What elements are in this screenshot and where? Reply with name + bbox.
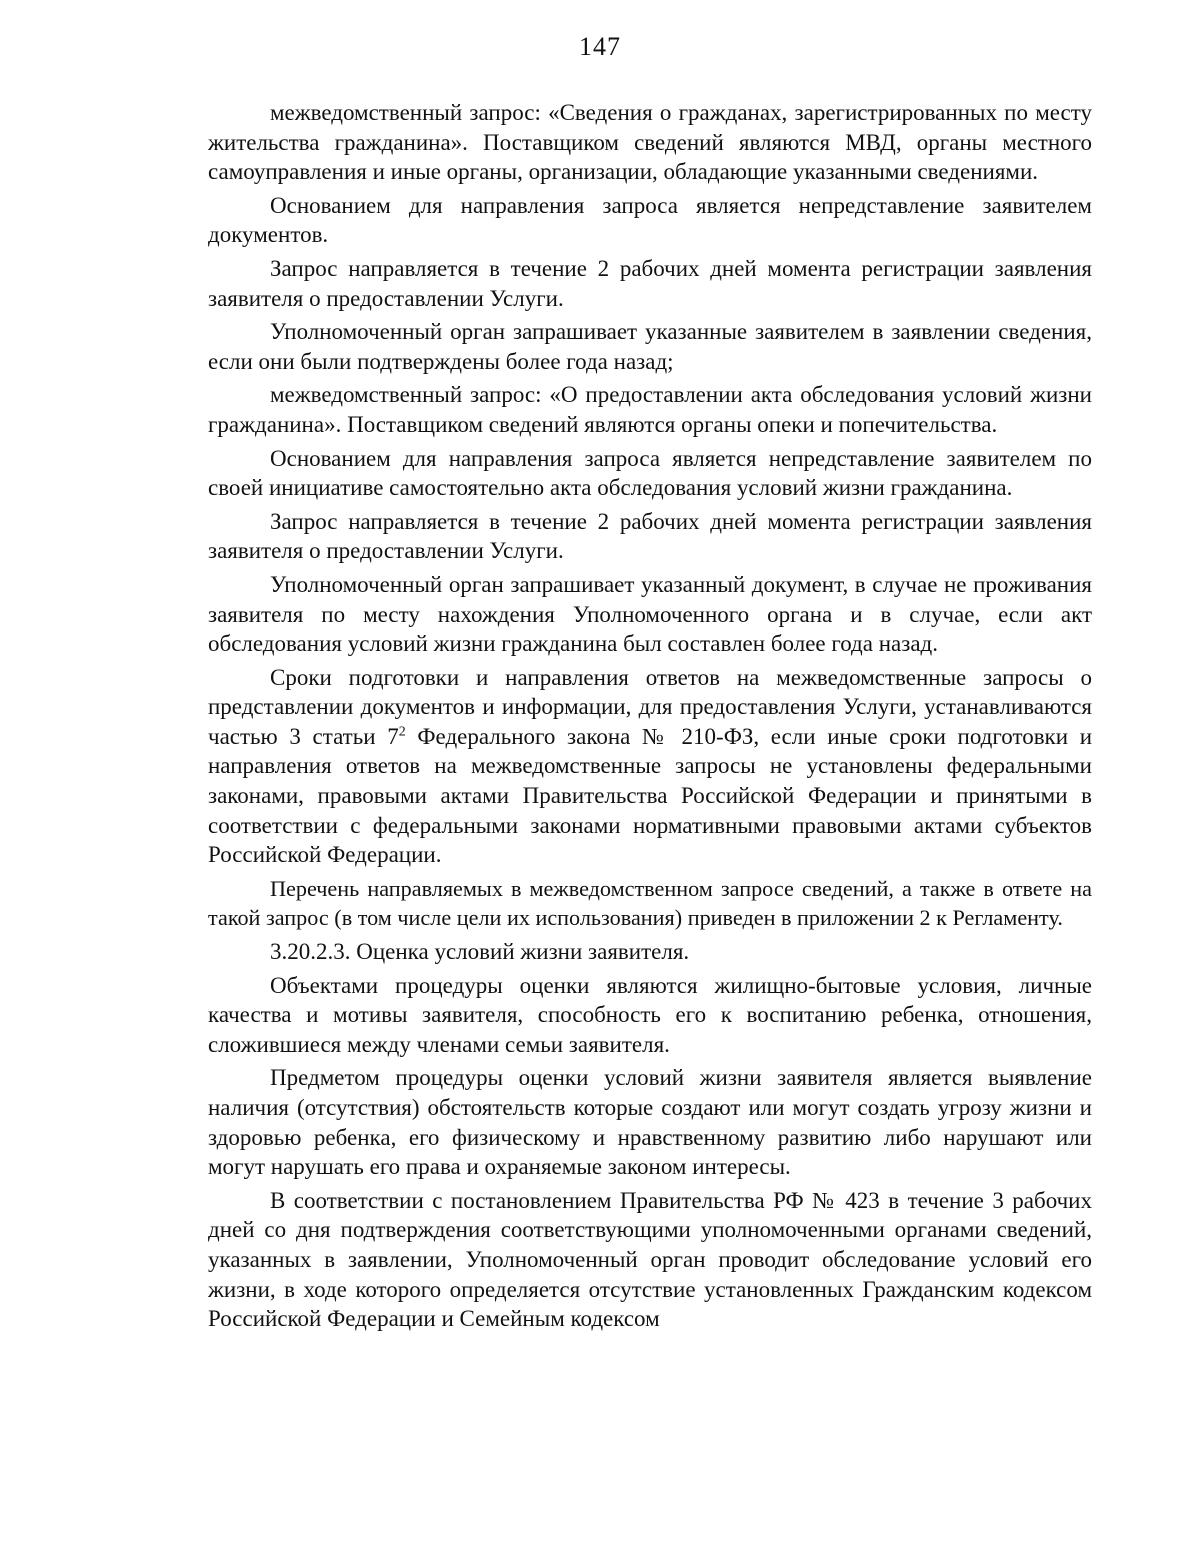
response-terms-text-end: Федерального закона № 210-ФЗ, если иные сроки подготовки и направления ответов на межведомственные запросы не установлены федеральными законами, правовыми актами Правительства Российской Федерации и принятыми в соответствии с федеральными законами нормативными правовыми актами субъектов Российской Федерации. [208, 723, 1093, 868]
paragraph-basis-inspection-act: Основанием для направления запроса является непредставление заявителем по своей инициативе самостоятельно акта обследования условий жизни гражданина. [208, 445, 1092, 501]
page-number: 147 [579, 32, 621, 61]
paragraph-assessment-subject: Предметом процедуры оценки условий жизни заявителя является выявление наличия (отсутствия) обстоятельств которые создают или могут создать угрозу жизни и здоровью ребенка, его физическому и нравственному развитию либо нарушают или могут нарушать его права и охраняемые законом интересы. [208, 1065, 1092, 1180]
paragraph-request-residence: межведомственный запрос: «Сведения о гражданах, зарегистрированных по месту жительства гражданина». Поставщиком сведений являются МВД, органы местного самоуправления и иные органы, организации, обладающие указанными сведениями. [208, 100, 1092, 185]
paragraph-info-list: Перечень направляемых в межведомственном запросе сведений, а также в ответе на такой запрос (в том числе цели их использования) приведен в приложении 2 к Регламенту. [208, 875, 1092, 931]
document-text [208, 98, 1092, 1338]
response-terms-text-start: Сроки подготовки и направления ответов на межведомственные запросы о представлении документов и информации, для предоставления Услуги, устанавливаются частью 3 статьи 7 [208, 664, 1092, 749]
section-heading-living-conditions: 3.20.2.3. Оценка условий жизни заявителя. [270, 939, 690, 965]
paragraph-request-timing-2: Запрос направляется в течение 2 рабочих дней момента регистрации заявления заявителя о предоставлении Услуги. [208, 508, 1092, 564]
paragraph-response-terms [208, 663, 1092, 870]
paragraph-assessment-objects: Объектами процедуры оценки являются жилищно-бытовые условия, личные качества и мотивы заявителя, способность его к воспитанию ребенка, отношения, сложившиеся между членами семьи заявителя. [208, 972, 1092, 1057]
paragraph-authority-requests-document: Уполномоченный орган запрашивает указанный документ, в случае не проживания заявителя по месту нахождения Уполномоченного органа и в случае, если акт обследования условий жизни гражданина был составлен более года назад. [208, 571, 1092, 657]
paragraph-request-inspection-act: межведомственный запрос: «О предоставлении акта обследования условий жизни гражданина». Поставщиком сведений являются органы опеки и попечительства. [208, 382, 1092, 437]
paragraph-request-timing-1: Запрос направляется в течение 2 рабочих дней момента регистрации заявления заявителя о предоставлении Услуги. [208, 255, 1092, 311]
paragraph-government-decree: В соответствии с постановлением Правительства РФ № 423 в течение 3 рабочих дней со дня подтверждения соответствующими уполномоченными органами сведений, указанных в заявлении, Уполномоченный орган проводит обследование условий его жизни, в ходе которого определяется отсутствие установленных Гражданским кодексом Российской Федерации и Семейным кодексом [208, 1187, 1092, 1332]
paragraph-authority-requests-info: Уполномоченный орган запрашивает указанные заявителем в заявлении сведения, если они были подтверждены более года назад; [208, 319, 1092, 374]
paragraph-basis-documents: Основанием для направления запроса является непредставление заявителем документов. [208, 192, 1092, 248]
article-superscript: 2 [398, 724, 406, 740]
